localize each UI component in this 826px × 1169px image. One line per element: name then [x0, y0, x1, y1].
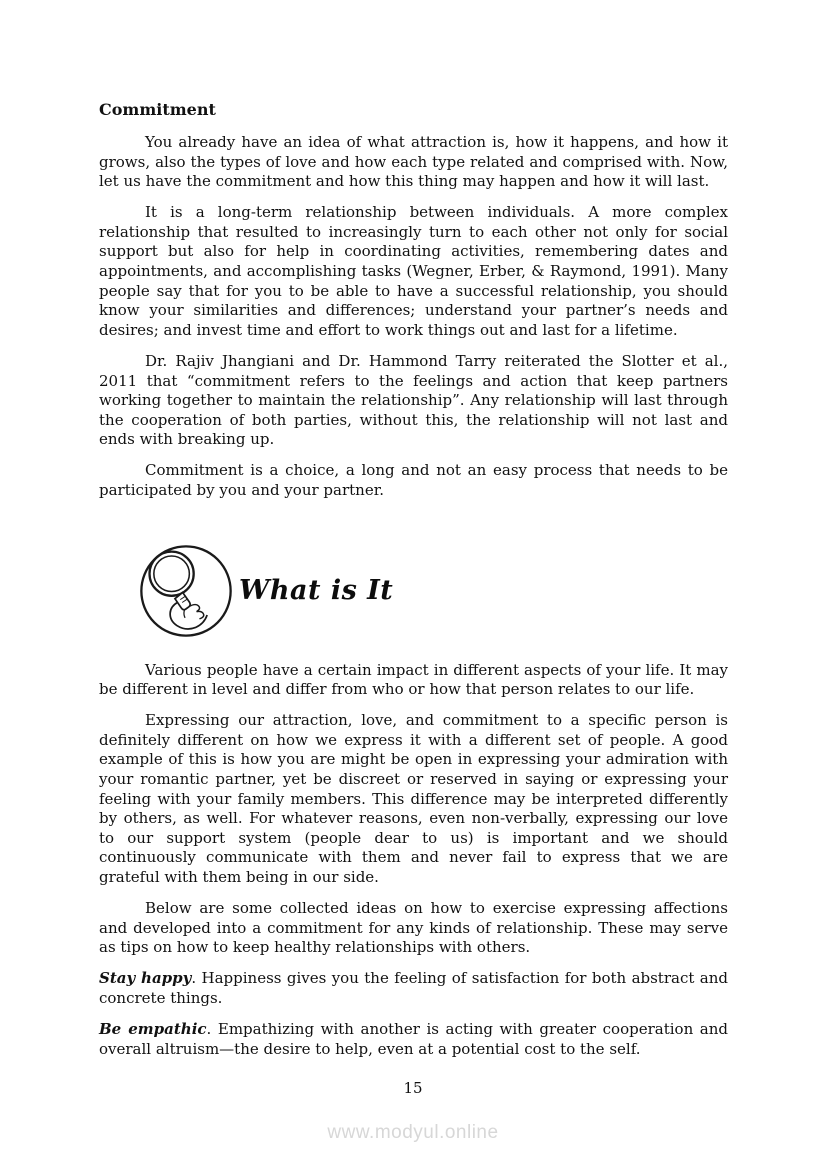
watermark: www.modyul.online	[327, 1122, 499, 1143]
intro-paragraph-4: Commitment is a choice, a long and not an easy process that needs to be participated by you and your partner.	[99, 461, 728, 499]
magnifying-glass-hand-icon	[138, 543, 234, 639]
tip-be-empathic	[99, 1020, 728, 1059]
tip-term-stay-happy: Stay happy	[99, 969, 192, 988]
tip-term-be-empathic: Be empathic	[99, 1020, 207, 1039]
what-is-it-header	[138, 543, 728, 639]
what-is-it-title: What is It	[239, 575, 394, 607]
section-paragraph-1: Various people have a certain impact in different aspects of your life. It may be different in level and differ from who or how that person relates to our life.	[99, 660, 728, 699]
page-number: 15	[403, 1079, 423, 1097]
tip-text-stay-happy: . Happiness gives you the feeling of satisfaction for both abstract and concrete things.	[99, 969, 728, 1007]
intro-paragraph-1: You already have an idea of what attraction is, how it happens, and how it grows, also the types of love and how each type related and comprised with. Now, let us have the commitment and how this thing may happen and how it will last.	[99, 133, 728, 191]
intro-paragraph-2: It is a long-term relationship between individuals. A more complex relationship that resulted to increasingly turn to each other not only for social support but also for help in coordinating activities, remembering dates and appointments, and accomplishing tasks (Wegner, Erber, & Raymond, 1991). Many people say that for you to be able to have a successful relationship, you should know your similarities and differences; understand your partner’s needs and desires; and invest time and effort to work things out and last for a lifetime.	[99, 203, 728, 339]
page-content	[99, 100, 728, 1071]
tip-stay-happy	[99, 969, 728, 1008]
intro-paragraph-3: Dr. Rajiv Jhangiani and Dr. Hammond Tarry reiterated the Slotter et al., 2011 that “commitment refers to the feelings and action that keep partners working together to maintain the relationship”. Any relationship will last through the cooperation of both parties, without this, the relationship will not last and ends with breaking up.	[99, 351, 728, 449]
tip-text-be-empathic: . Empathizing with another is acting with greater cooperation and overall altruism—the desire to help, even at a potential cost to the self.	[99, 1020, 729, 1058]
heading-commitment: Commitment	[99, 100, 216, 119]
section-paragraph-3: Below are some collected ideas on how to exercise expressing affections and developed into a commitment for any kinds of relationship. These may serve as tips on how to keep healthy relationships with others.	[99, 899, 728, 957]
section-paragraph-2: Expressing our attraction, love, and commitment to a specific person is definitely different on how we express it with a different set of people. A good example of this is how you are might be open in expressing your admiration with your romantic partner, yet be discreet or reserved in saying or expressing your feeling with your family members. This difference may be interpreted differently by others, as well. For whatever reasons, even non-verbally, expressing our love to our support system (people dear to us) is important and we should continuously communicate with them and never fail to express that we are grateful with them being in our side.	[99, 711, 728, 887]
